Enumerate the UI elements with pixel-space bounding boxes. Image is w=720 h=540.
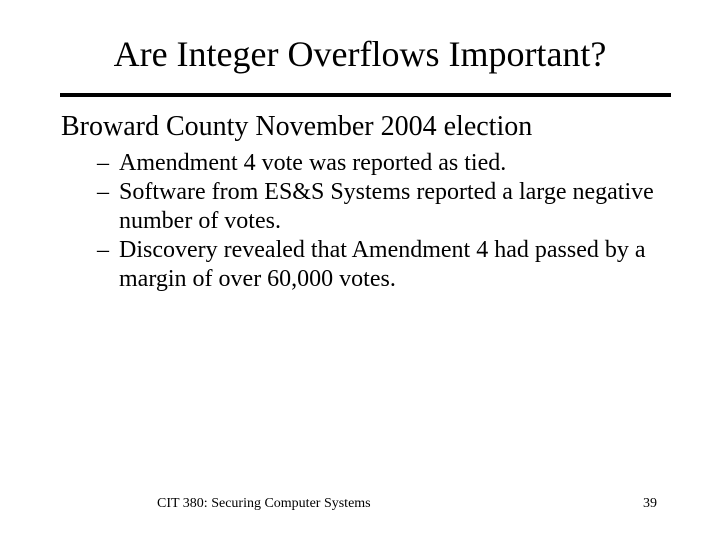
dash-bullet-icon: – <box>97 179 109 205</box>
sub-bullet-3 <box>61 236 671 294</box>
main-bullet: Broward County November 2004 election <box>61 111 533 142</box>
sub-bullet-list <box>61 149 671 294</box>
footer-course-title: CIT 380: Securing Computer Systems <box>157 496 371 511</box>
page-number: 39 <box>643 496 657 511</box>
slide-body <box>61 109 671 294</box>
sub-bullet-2 <box>61 178 671 236</box>
sub-bullet-text: Software from ES&S Systems reported a large negative number of votes. <box>119 179 654 234</box>
slide-title: Are Integer Overflows Important? <box>113 34 607 74</box>
sub-bullet-1 <box>61 149 671 178</box>
title-divider <box>60 93 671 97</box>
dash-bullet-icon: – <box>97 237 109 263</box>
sub-bullet-text: Amendment 4 vote was reported as tied. <box>119 150 507 176</box>
dash-bullet-icon: – <box>97 150 109 176</box>
sub-bullet-text: Discovery revealed that Amendment 4 had passed by a margin of over 60,000 votes. <box>119 237 646 292</box>
